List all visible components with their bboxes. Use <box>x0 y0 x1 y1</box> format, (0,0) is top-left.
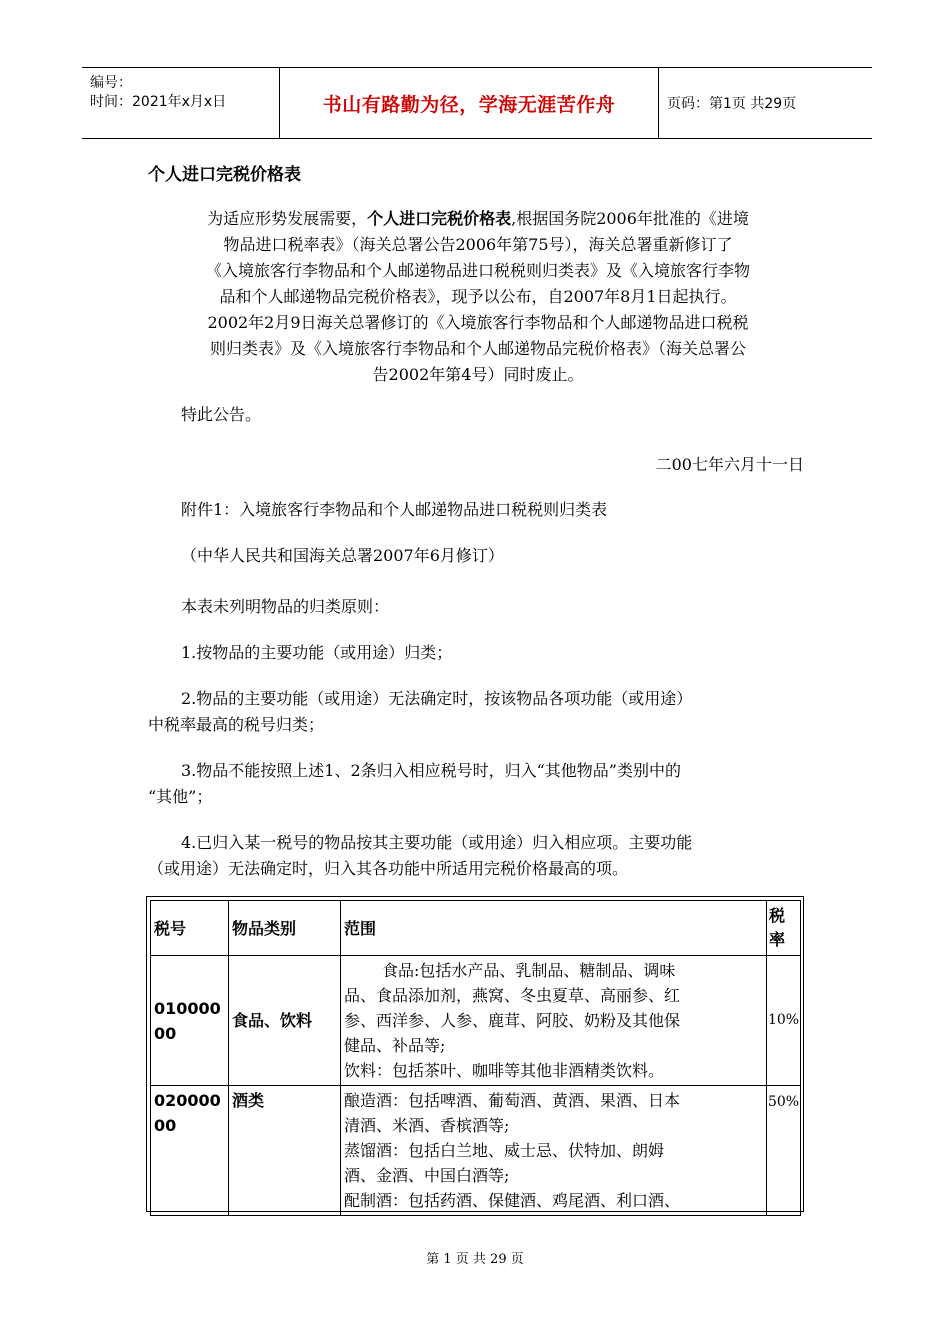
attachment-title: 附件1：入境旅客行李物品和个人邮递物品进口税税则归类表 <box>181 500 608 519</box>
revision-note: （中华人民共和国海关总署2007年6月修订） <box>181 546 504 565</box>
scope-line: 蒸馏酒：包括白兰地、威士忌、伏特加、朗姆 <box>344 1141 665 1160</box>
scope-line: 健品、补品等; <box>344 1036 446 1055</box>
row-category: 食品、饮料 <box>229 956 341 1086</box>
page-header <box>82 67 872 139</box>
scope-line: 酿造酒：包括啤酒、葡萄酒、黄酒、果酒、日本 <box>344 1091 681 1110</box>
intro-line-7: 告2002年第4号）同时废止。 <box>372 365 584 384</box>
intro-line-3: 《入境旅客行李物品和个人邮递物品进口税税则归类表》及《入境旅客行李物 <box>205 261 750 280</box>
notice-date: 二00七年六月十一日 <box>655 455 804 474</box>
document-time: 时间：2021年x月x日 <box>90 94 227 110</box>
intro-line-1-rest: ,根据国务院2006年批准的《进境 <box>511 209 749 228</box>
header-category: 物品类别 <box>229 901 341 956</box>
row-code: 02000000 <box>151 1086 229 1216</box>
rule-2-line-2: 中税率最高的税号归类； <box>148 715 325 734</box>
scope-line: 参、西洋参、人参、鹿茸、阿胶、奶粉及其他保 <box>344 1011 681 1030</box>
scope-line: 配制酒：包括药酒、保健酒、鸡尾酒、利口酒、 <box>344 1191 681 1210</box>
intro-line-2: 物品进口税率表》（海关总署公告2006年第75号），海关总署重新修订了 <box>223 235 733 254</box>
header-meta <box>82 68 280 138</box>
rule-3 <box>148 758 808 810</box>
intro-line-1 <box>148 206 808 232</box>
intro-line-6: 则归类表》及《入境旅客行李物品和个人邮递物品完税价格表》（海关总署公 <box>209 339 746 358</box>
principle-heading: 本表未列明物品的归类原则： <box>181 597 390 616</box>
rule-4 <box>148 830 808 882</box>
document-number-label: 编号： <box>90 75 132 91</box>
row-scope <box>341 956 767 1086</box>
row-rate: 50% <box>767 1086 801 1216</box>
rule-4-line-1: 4.已归入某一税号的物品按其主要功能（或用途）归入相应项。主要功能 <box>181 833 693 852</box>
scope-line: 饮料：包括茶叶、咖啡等其他非酒精类饮料。 <box>344 1061 665 1080</box>
intro-paragraph <box>148 206 808 388</box>
table-header-row <box>151 901 801 956</box>
rule-1: 1.按物品的主要功能（或用途）归类； <box>181 643 453 662</box>
row-code: 01000000 <box>151 956 229 1086</box>
rule-3-line-2: “其他”； <box>148 787 213 806</box>
header-rate: 税率 <box>767 901 801 956</box>
header-code: 税号 <box>151 901 229 956</box>
intro-prefix: 为适应形势发展需要， <box>207 209 368 228</box>
notice-text: 特此公告。 <box>181 405 262 424</box>
row-scope <box>341 1086 767 1216</box>
scope-line: 食品:包括水产品、乳制品、糖制品、调味 <box>382 961 676 980</box>
row-category: 酒类 <box>229 1086 341 1216</box>
rule-3-line-1: 3.物品不能按照上述1、2条归入相应税号时，归入“其他物品”类别中的 <box>181 761 681 780</box>
row-rate: 10% <box>767 956 801 1086</box>
intro-bold-title: 个人进口完税价格表 <box>367 209 512 228</box>
rule-2 <box>148 686 808 738</box>
scope-line: 品、食品添加剂，燕窝、冬虫夏草、高丽参、红 <box>344 986 681 1005</box>
scope-line: 清酒、米酒、香槟酒等; <box>344 1116 510 1135</box>
header-motto: 书山有路勤为径，学海无涯苦作舟 <box>280 68 659 138</box>
scope-line: 酒、金酒、中国白酒等; <box>344 1166 510 1185</box>
rule-4-line-2: （或用途）无法确定时，归入其各功能中所适用完税价格最高的项。 <box>148 859 629 878</box>
rule-2-line-1: 2.物品的主要功能（或用途）无法确定时，按该物品各项功能（或用途） <box>181 689 693 708</box>
page-footer: 第 1 页 共 29 页 <box>426 1252 524 1267</box>
document-title: 个人进口完税价格表 <box>148 165 301 185</box>
table-row <box>151 1086 801 1216</box>
header-scope: 范围 <box>341 901 767 956</box>
table-row <box>151 956 801 1086</box>
intro-line-5: 2002年2月9日海关总署修订的《入境旅客行李物品和个人邮递物品进口税税 <box>207 313 749 332</box>
tax-classification-table <box>150 900 801 1216</box>
intro-line-4: 品和个人邮递物品完税价格表》，现予以公布，自2007年8月1日起执行。 <box>219 287 737 306</box>
header-page-info: 页码：第1页 共29页 <box>667 96 797 112</box>
